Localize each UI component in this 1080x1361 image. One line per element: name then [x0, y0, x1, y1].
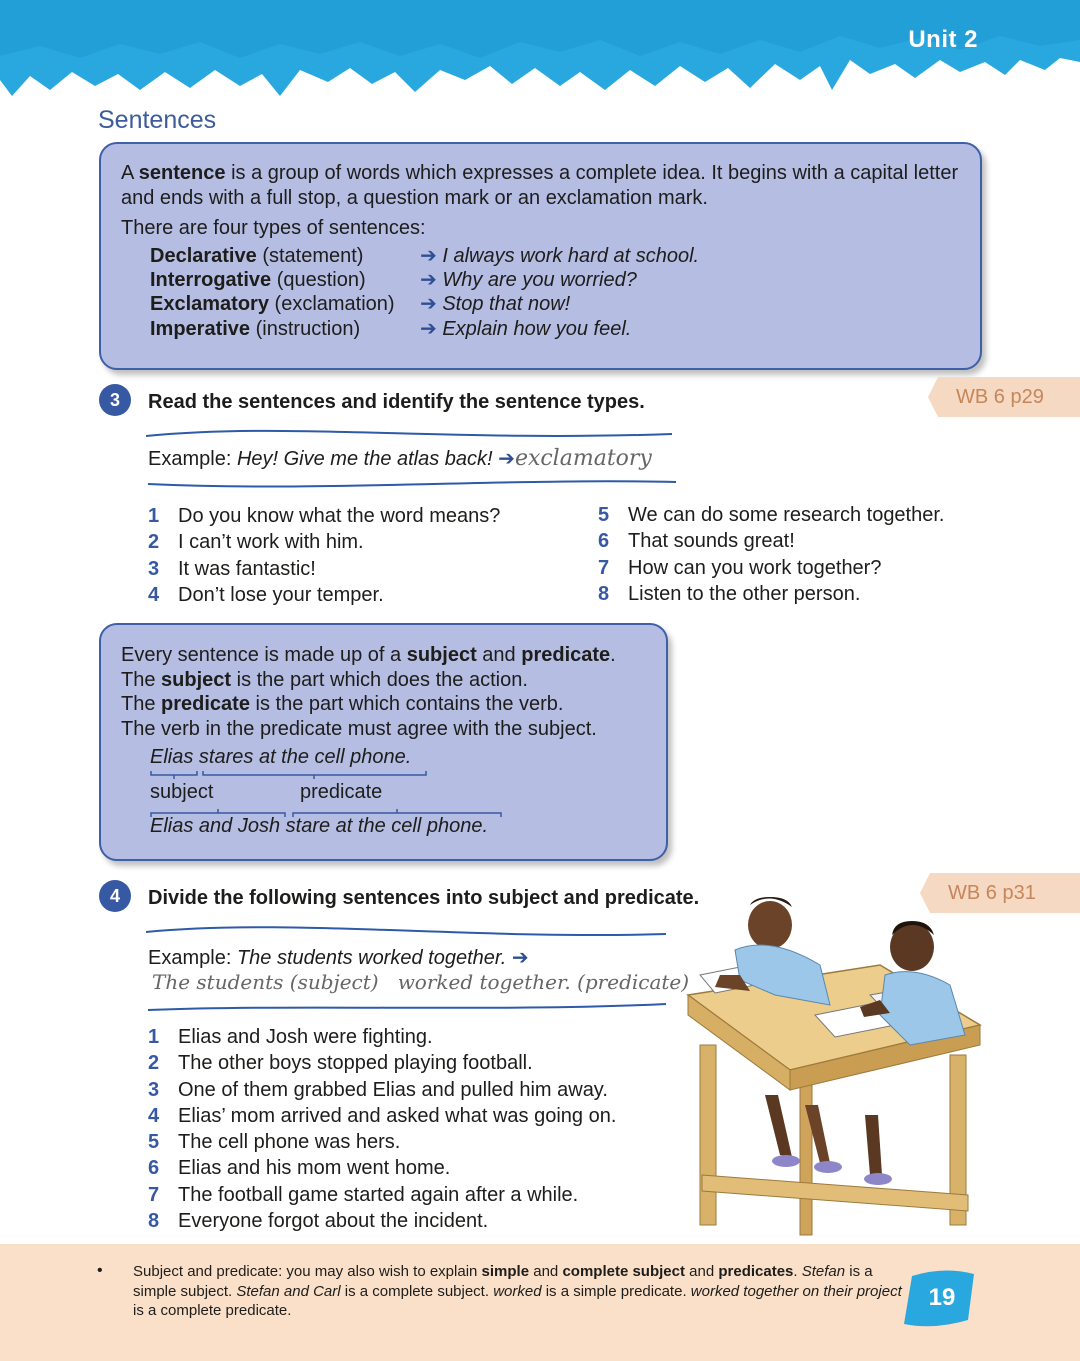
exercise-4-example: Example: The students worked together. ➔: [148, 947, 529, 969]
header-banner: [0, 0, 1080, 110]
list-item: 5 We can do some research together.: [598, 504, 945, 526]
list-item: 3 One of them grabbed Elias and pulled him away.: [148, 1078, 608, 1101]
sp-example-2: Elias and Josh stare at the cell phone.: [150, 815, 488, 837]
note-bullet: •: [97, 1262, 103, 1279]
arrow-right-icon: ➔: [420, 269, 437, 291]
type-exclamatory: Exclamatory (exclamation): [150, 293, 395, 315]
type-interrogative: Interrogative (question): [150, 269, 366, 291]
page-number: 19: [928, 1284, 956, 1311]
arrow-right-icon: ➔: [420, 293, 437, 315]
list-item: 1 Elias and Josh were fighting.: [148, 1026, 433, 1048]
sp-line-3: The predicate is the part which contains the verb.: [121, 693, 564, 715]
exercise-3-number: 3: [99, 384, 131, 416]
sp-line-2: The subject is the part which does the action.: [121, 669, 528, 691]
exercise-4-title: Divide the following sentences into subject and predicate.: [148, 887, 700, 909]
example-interrogative: ➔ Why are you worried?: [420, 269, 637, 291]
exercise-3-title: Read the sentences and identify the sentence types.: [148, 391, 645, 413]
wb-reference-p29: WB 6 p29: [956, 386, 1044, 408]
list-item: 2 The other boys stopped playing football.: [148, 1052, 533, 1075]
arrow-right-icon: ➔: [498, 448, 515, 470]
list-item: 5 The cell phone was hers.: [148, 1131, 401, 1154]
example-exclamatory: ➔ Stop that now!: [420, 293, 571, 315]
list-item: 7 The football game started again after a while.: [148, 1183, 579, 1206]
exercise-4-answer: The students (subject) worked together. (predicate): [152, 970, 690, 994]
arrow-right-icon: ➔: [420, 245, 437, 267]
type-imperative: Imperative (instruction): [150, 318, 361, 340]
list-item: 7 How can you work together?: [598, 556, 882, 579]
label-predicate: predicate: [300, 781, 383, 803]
unit-label: Unit 2: [908, 26, 978, 53]
section-title: Sentences: [98, 106, 217, 134]
list-item: 8 Listen to the other person.: [598, 582, 861, 605]
sp-line-4: The verb in the predicate must agree with the subject.: [121, 718, 597, 740]
wb-reference-p31: WB 6 p31: [948, 882, 1036, 904]
list-item: 4 Don’t lose your temper.: [148, 583, 384, 606]
definition-box: [99, 142, 982, 370]
list-item: 4 Elias’ mom arrived and asked what was going on.: [148, 1104, 617, 1127]
exercise-3-right-list: [598, 502, 944, 607]
list-item: 6 Elias and his mom went home.: [148, 1157, 451, 1180]
arrow-right-icon: ➔: [420, 318, 437, 340]
label-subject: subject: [150, 781, 214, 803]
list-item: 6 That sounds great!: [598, 530, 795, 553]
exercise-3-left-list: [148, 503, 500, 608]
list-item: 2 I can’t work with him.: [148, 531, 364, 554]
teacher-note-text: Subject and predicate: you may also wish to explain simple and complete subject and predicates. Stefan is a simple subject. Stefan and Carl is a complete subject. worked is a simple predicate. worked together on their project is a complete predicate.: [133, 1263, 902, 1319]
exercise-3-example: Example: Hey! Give me the atlas back! ➔exclamatory: [148, 446, 652, 471]
sp-example-1: Elias stares at the cell phone.: [150, 746, 412, 768]
example-answer: exclamatory: [514, 446, 652, 471]
students-desk-illustration: [680, 895, 1010, 1250]
subject-predicate-box: [99, 623, 668, 861]
list-item: 3 It was fantastic!: [148, 557, 316, 580]
type-declarative: Declarative (statement): [150, 245, 364, 267]
example-imperative: ➔ Explain how you feel.: [420, 318, 632, 340]
sp-line-1: Every sentence is made up of a subject and predicate.: [121, 644, 616, 666]
definition-text: A sentence is a group of words which expresses a complete idea. It begins with a capital letter and ends with a full stop, a question mark or an exclamation mark.: [121, 162, 959, 209]
exercise-4-list: [148, 1024, 616, 1234]
example-declarative: ➔ I always work hard at school.: [420, 245, 700, 267]
list-item: 1 Do you know what the word means?: [148, 505, 501, 527]
types-intro: There are four types of sentences:: [121, 217, 426, 239]
arrow-right-icon: ➔: [511, 947, 529, 969]
list-item: 8 Everyone forgot about the incident.: [148, 1210, 489, 1233]
exercise-4-number: 4: [99, 880, 131, 912]
